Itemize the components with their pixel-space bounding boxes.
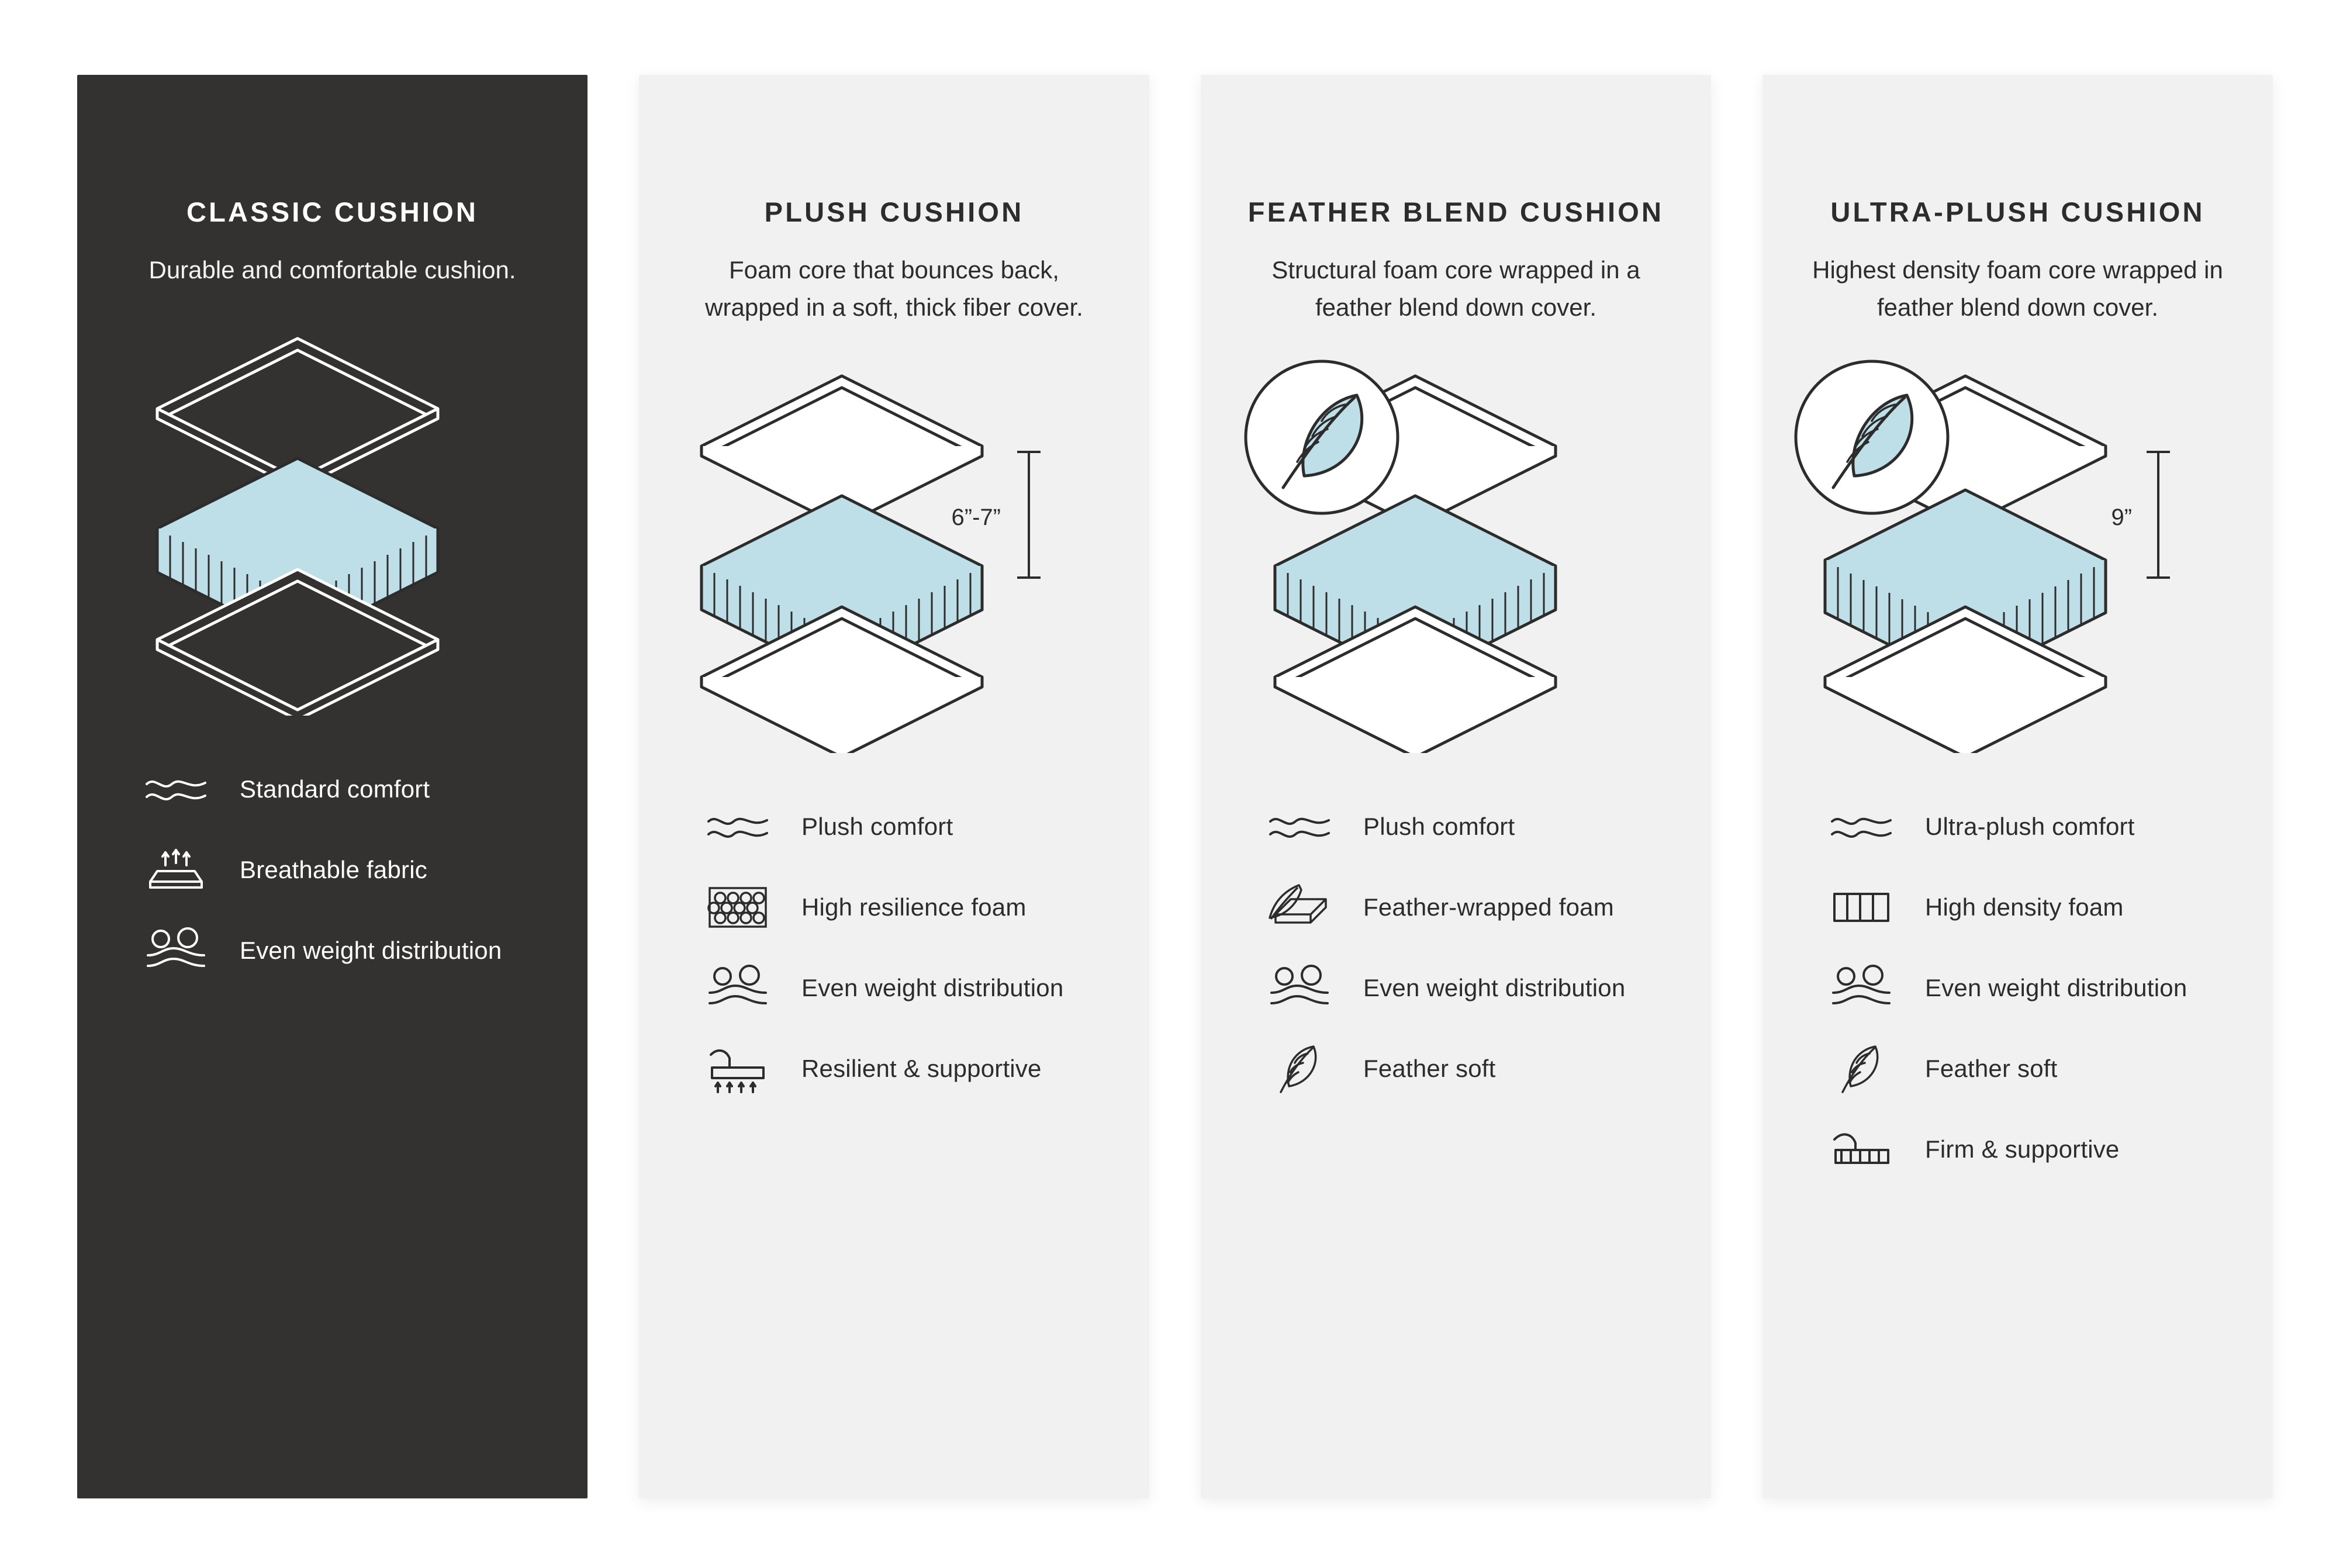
exploded-cushion-illustration — [1784, 344, 2252, 753]
feature-item[interactable] — [140, 761, 522, 817]
dimension-label: 6”-7” — [951, 504, 1001, 530]
wave-comfort-icon — [1264, 799, 1335, 855]
card-title: FEATHER BLEND CUSHION — [1247, 196, 1664, 227]
cushion-diagram-feather-blend — [1201, 344, 1711, 788]
feature-item[interactable] — [1264, 1041, 1646, 1097]
exploded-cushion-illustration — [128, 306, 537, 716]
feature-label: Even weight distribution — [240, 937, 502, 965]
feature-label: Feather-wrapped foam — [1363, 893, 1614, 921]
weight-distribution-icon — [140, 923, 212, 979]
feature-label: Even weight distribution — [801, 973, 1064, 1001]
honeycomb-foam-icon — [702, 879, 773, 935]
feature-label: Plush comfort — [1363, 812, 1515, 840]
leaf-badge — [1246, 361, 1398, 513]
exploded-cushion-illustration — [1234, 344, 1678, 753]
feature-label: Resilient & supportive — [801, 1054, 1042, 1082]
feature-label: Even weight distribution — [1925, 973, 2187, 1001]
exploded-cushion-illustration — [672, 344, 1117, 753]
feature-item[interactable] — [1826, 879, 2207, 935]
cushion-diagram-plush — [639, 344, 1149, 788]
feather-icon — [1826, 1041, 1897, 1097]
feature-item[interactable] — [1264, 960, 1646, 1016]
resilient-support-icon — [702, 1041, 773, 1097]
feather-icon — [1264, 1041, 1335, 1097]
feature-label: Feather soft — [1925, 1054, 2058, 1082]
card-description: Foam core that bounces back, wrapped in a soft, thick fiber cover. — [705, 256, 1083, 321]
feature-list — [1762, 799, 2273, 1177]
feather-wrapped-foam-icon — [1264, 879, 1335, 935]
high-density-foam-icon — [1826, 879, 1897, 935]
dimension-label: 9” — [2111, 504, 2133, 530]
leaf-badge — [1796, 361, 1948, 513]
feature-list — [77, 761, 588, 979]
feature-item[interactable] — [1826, 1041, 2207, 1097]
breathable-fabric-icon — [140, 842, 212, 898]
feature-label: Breathable fabric — [240, 856, 427, 884]
feature-item[interactable] — [702, 799, 1084, 855]
cushion-card-ultra-plush[interactable] — [1762, 75, 2273, 1498]
card-title: CLASSIC CUSHION — [186, 196, 479, 227]
feature-item[interactable] — [140, 923, 522, 979]
weight-distribution-icon — [702, 960, 773, 1016]
feature-item[interactable] — [702, 879, 1084, 935]
wave-comfort-icon — [140, 761, 212, 817]
feature-label: High resilience foam — [801, 893, 1027, 921]
card-description: Highest density foam core wrapped in feather blend down cover. — [1812, 256, 2223, 321]
cushion-diagram-ultra-plush — [1762, 344, 2273, 788]
feature-list — [1201, 799, 1711, 1097]
feature-item[interactable] — [1264, 879, 1646, 935]
feature-list — [639, 799, 1149, 1097]
firm-support-icon — [1826, 1121, 1897, 1177]
cushion-card-classic[interactable] — [77, 75, 588, 1498]
feature-label: Feather soft — [1363, 1054, 1496, 1082]
feature-label: Ultra-plush comfort — [1925, 812, 2135, 840]
cushion-diagram-classic — [77, 306, 588, 751]
cushion-card-plush[interactable] — [639, 75, 1149, 1498]
wave-comfort-icon — [1826, 799, 1897, 855]
feature-label: Firm & supportive — [1925, 1135, 2120, 1163]
weight-distribution-icon — [1264, 960, 1335, 1016]
feature-item[interactable] — [1826, 960, 2207, 1016]
cushion-card-feather-blend[interactable] — [1201, 75, 1711, 1498]
card-description: Durable and comfortable cushion. — [148, 256, 516, 284]
feature-item[interactable] — [1826, 799, 2207, 855]
feature-label: Standard comfort — [240, 775, 430, 803]
feature-item[interactable] — [1826, 1121, 2207, 1177]
card-title: PLUSH CUSHION — [764, 196, 1024, 227]
weight-distribution-icon — [1826, 960, 1897, 1016]
feature-item[interactable] — [1264, 799, 1646, 855]
feature-item[interactable] — [702, 960, 1084, 1016]
feature-item[interactable] — [702, 1041, 1084, 1097]
card-title: ULTRA-PLUSH CUSHION — [1830, 196, 2205, 227]
card-description: Structural foam core wrapped in a feather blend down cover. — [1271, 256, 1640, 321]
feature-label: Even weight distribution — [1363, 973, 1626, 1001]
feature-label: Plush comfort — [801, 812, 953, 840]
wave-comfort-icon — [702, 799, 773, 855]
feature-item[interactable] — [140, 842, 522, 898]
feature-label: High density foam — [1925, 893, 2124, 921]
